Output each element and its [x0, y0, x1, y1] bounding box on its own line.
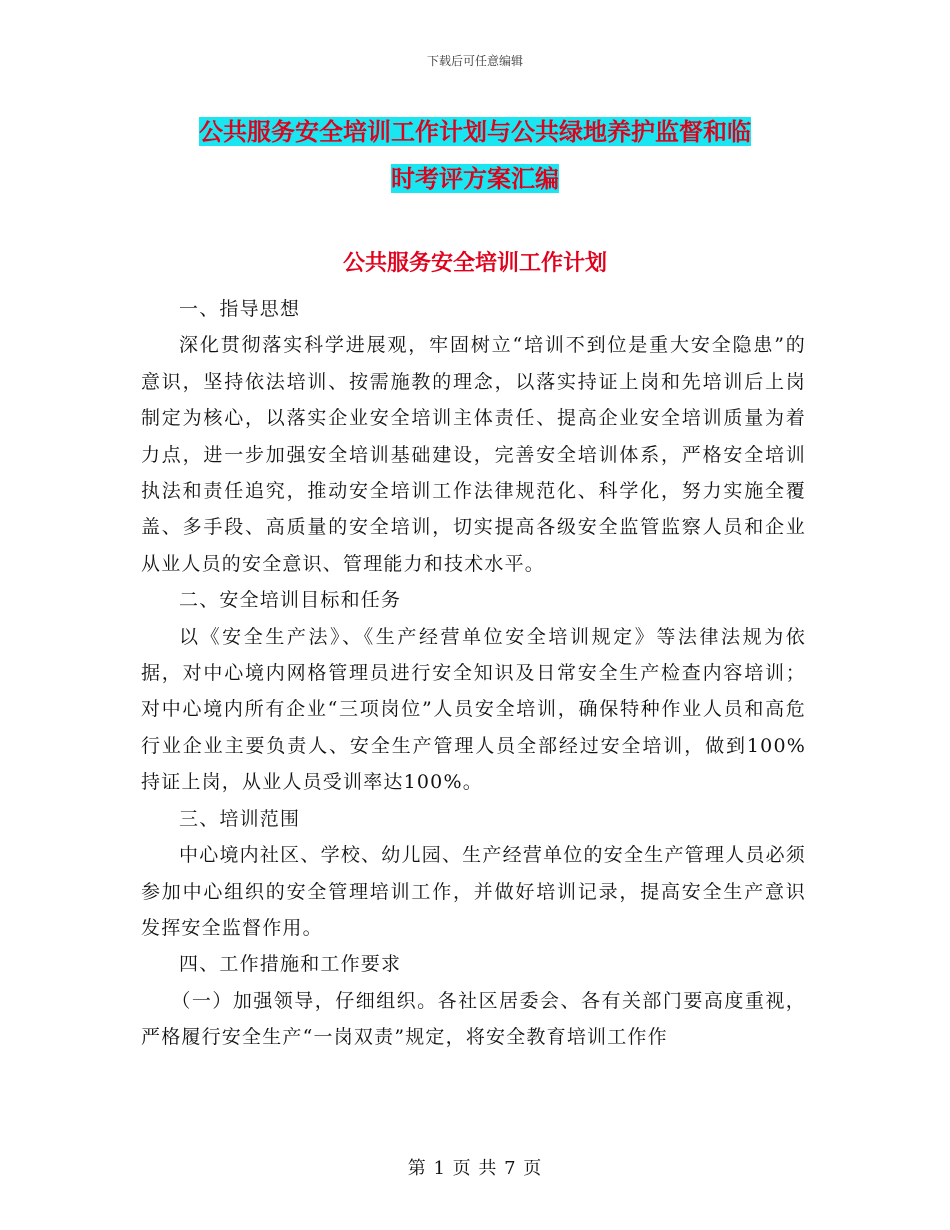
heading-training-goals: 二、安全培训目标和任务	[179, 589, 402, 612]
heading-work-measures: 四、工作措施和工作要求	[179, 953, 402, 976]
document-title-line-2: 时考评方案汇编	[391, 164, 559, 193]
section-title: 公共服务安全培训工作计划	[342, 250, 607, 276]
paragraph: （一）加强领导，仔细组织。各社区居委会、各有关部门要高度重视，严格履行安全生产“一岗双责”规定，将安全教育培训工作作	[141, 989, 806, 1049]
header-note: 下载后可任意编辑	[426, 54, 523, 68]
heading-training-scope: 三、培训范围	[179, 807, 301, 830]
document-body	[141, 291, 806, 1056]
paragraph: 以《安全生产法》、《生产经营单位安全培训规定》等法律法规为依据，对中心境内网格管理员进行安全知识及日常安全生产检查内容培训；对中心境内所有企业“三项岗位”人员安全培训，确保特种作业人员和高危行业企业主要负责人、安全生产管理人员全部经过安全培训，做到100%持证上岗，从业人员受训率达100%。	[141, 625, 806, 794]
paragraph: 深化贯彻落实科学进展观，牢固树立“培训不到位是重大安全隐患”的意识，坚持依法培训、按需施教的理念，以落实持证上岗和先培训后上岗制定为核心，以落实企业安全培训主体责任、提高企业安全培训质量为着力点，进一步加强安全培训基础建设，完善安全培训体系，严格安全培训执法和责任追究，推动安全培训工作法律规范化、科学化，努力实施全覆盖、多手段、高质量的安全培训，切实提高各级安全监管监察人员和企业从业人员的安全意识、管理能力和技术水平。	[141, 334, 806, 575]
paragraph: 中心境内社区、学校、幼儿园、生产经营单位的安全生产管理人员必须参加中心组织的安全管理培训工作，并做好培训记录，提高安全生产意识发挥安全监督作用。	[141, 844, 806, 939]
page-number-footer: 第 1 页 共 7 页	[407, 1158, 543, 1179]
document-title-line-1: 公共服务安全培训工作计划与公共绿地养护监督和临	[199, 117, 751, 146]
document-title	[140, 108, 810, 202]
heading-guiding-ideology: 一、指导思想	[179, 298, 301, 320]
